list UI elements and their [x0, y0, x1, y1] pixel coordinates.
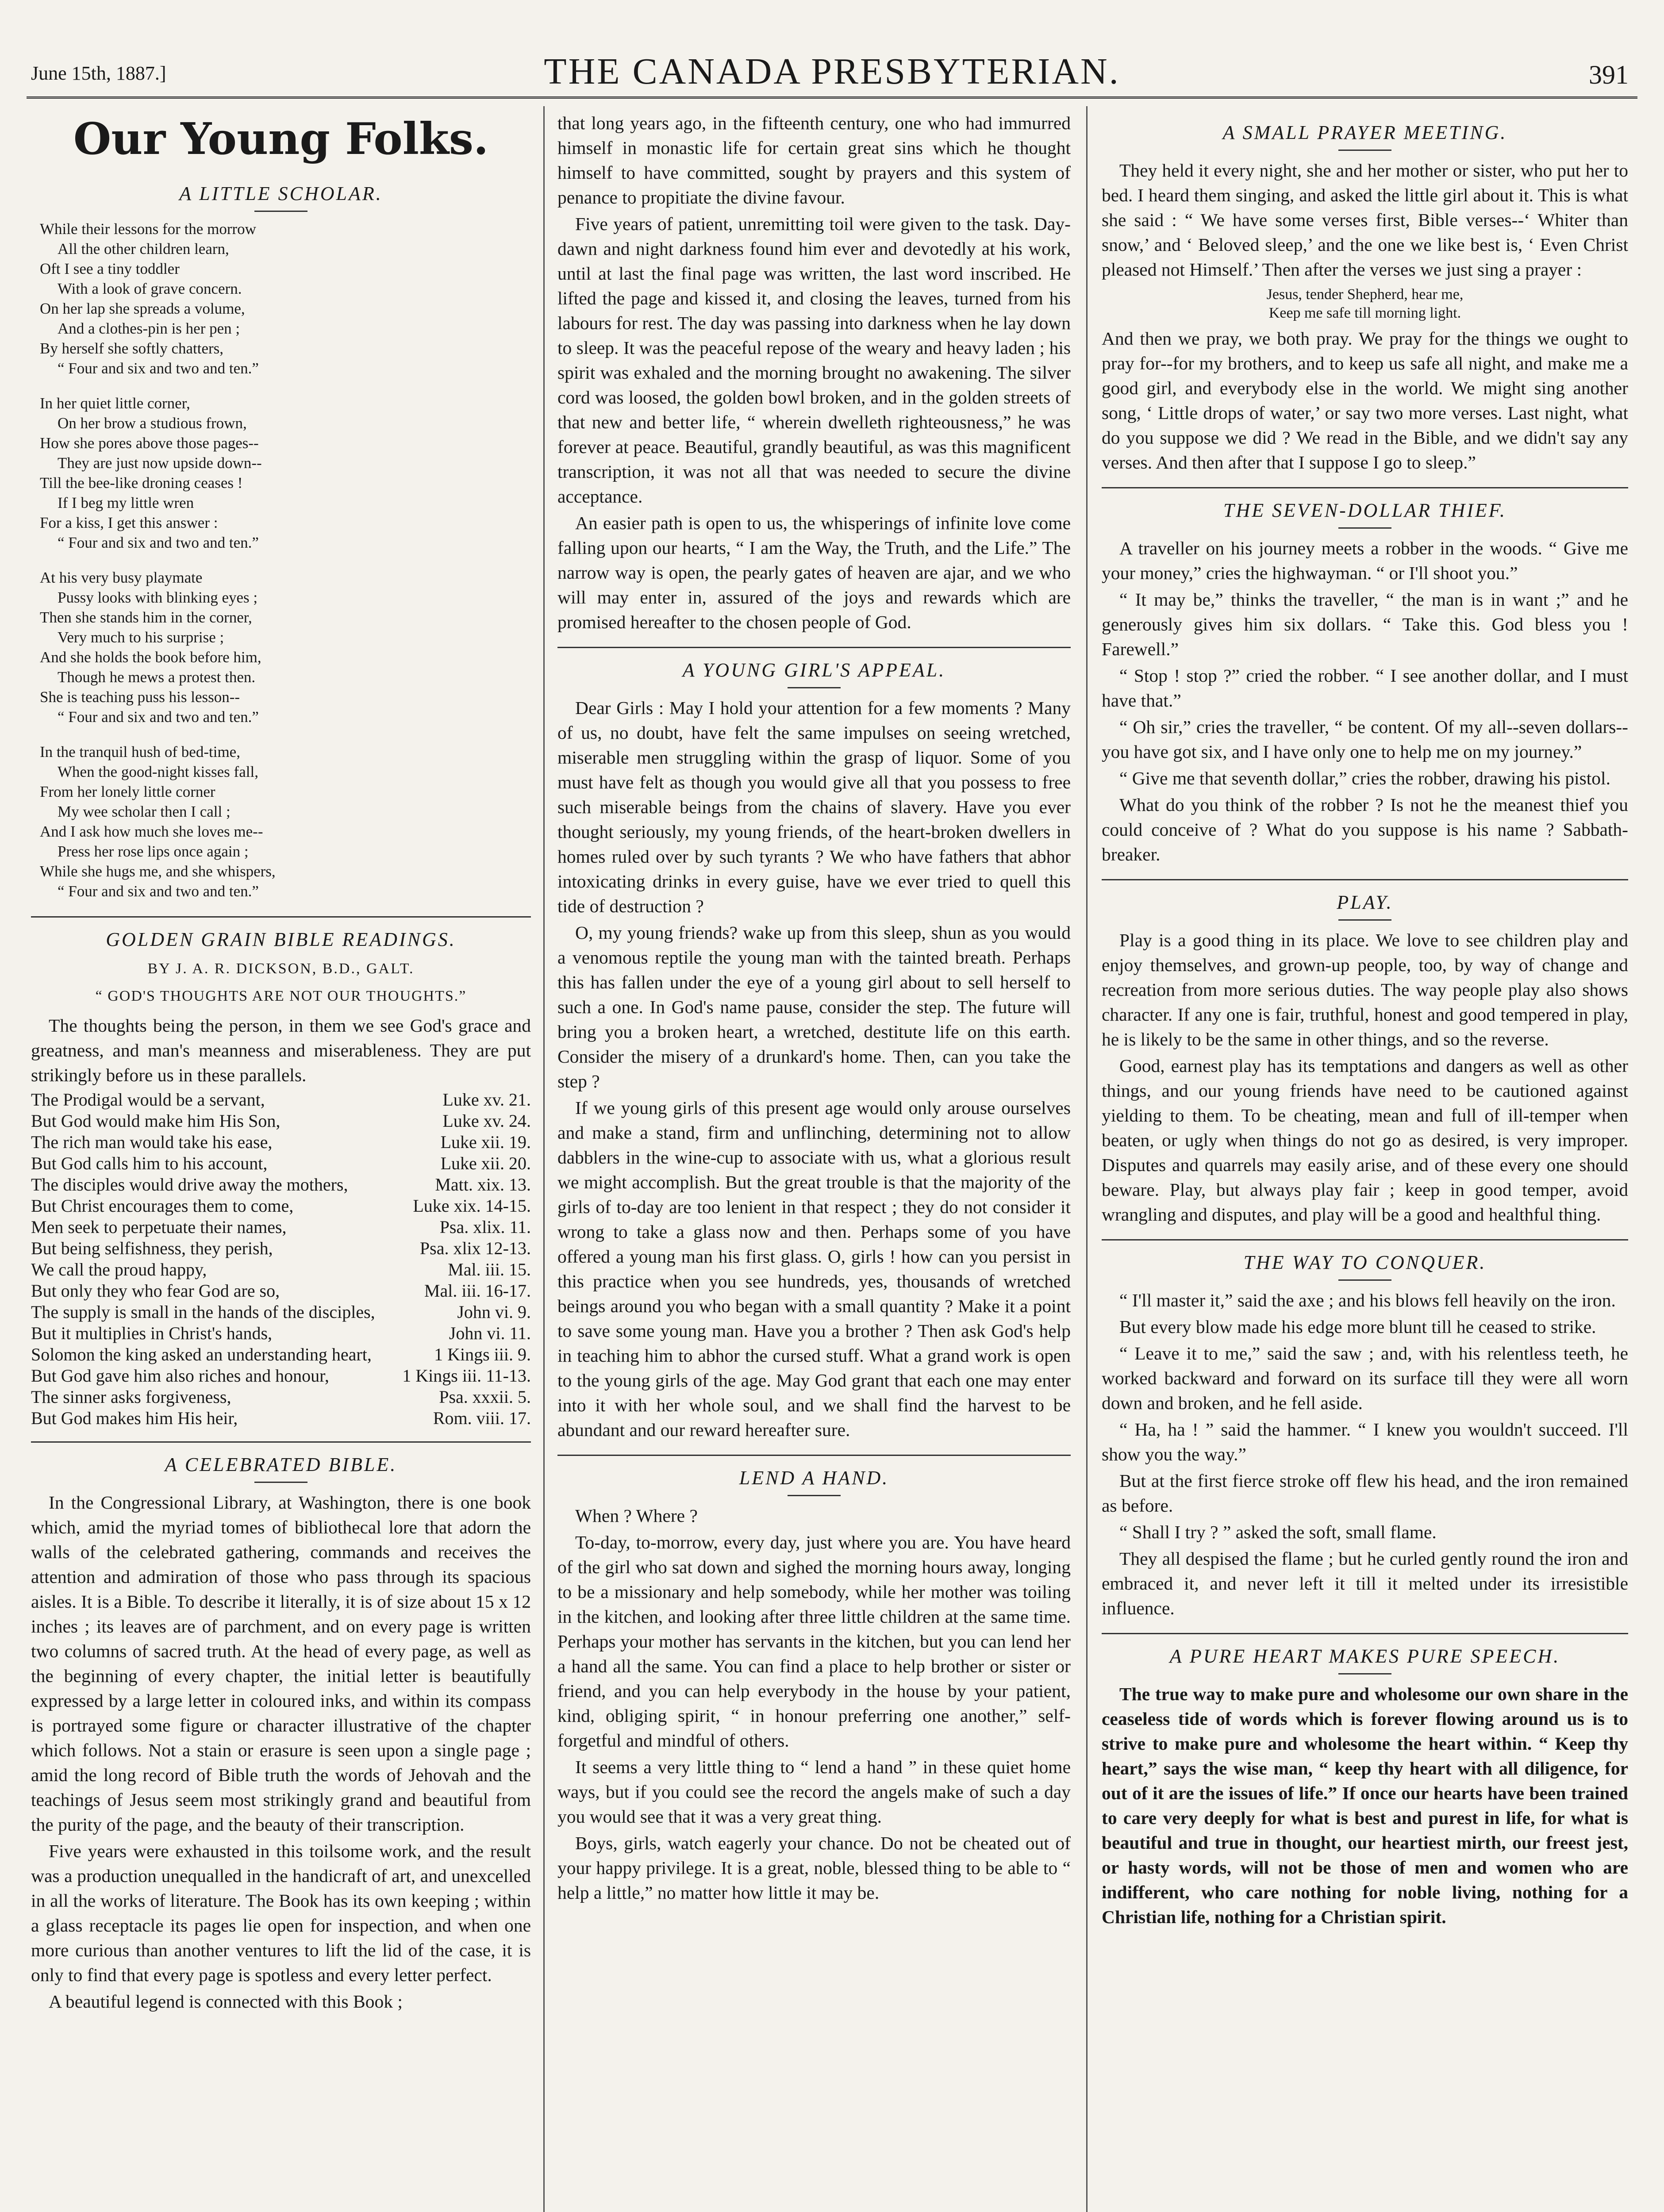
- poem-line: “ Four and six and two and ten.”: [58, 708, 259, 726]
- poem-line: All the other children learn,: [58, 240, 229, 257]
- article-separator: [557, 1455, 1071, 1456]
- poem-line: While their lessons for the morrow: [40, 220, 256, 238]
- paragraph: Boys, girls, watch eagerly your chance. Do not be cheated out of your happy privilege. It is a great, noble, blessed thing to be able to “ help a little,” no matter how little it may be.: [557, 1833, 1071, 1903]
- paragraph: Good, earnest play has its temptations and dangers as well as other things, and our young friends have need to be cautioned against yielding to them. To be cheating, mean and full of ill-temper when beaten, or ugly when things do not go as desired, is very improper. Disputes and quarrels may easily arise, and of these every one should beware. Play, but always play fair ; keep in good temper, avoid wrangling and disputes, and play will be a good and healthful thing.: [1102, 1056, 1628, 1225]
- table-row: [31, 1344, 531, 1365]
- article-separator: [557, 647, 1071, 648]
- article-title: THE WAY TO CONQUER.: [1243, 1252, 1487, 1273]
- table-row: [31, 1195, 531, 1217]
- parallel-text: But God gave him also riches and honour,: [31, 1366, 329, 1386]
- table-row: [31, 1238, 531, 1259]
- article-title: A SMALL PRAYER MEETING.: [1222, 122, 1507, 143]
- poem-stanza: [40, 568, 531, 727]
- table-row: [31, 1386, 531, 1408]
- parallel-text: The Prodigal would be a servant,: [31, 1090, 265, 1110]
- parallel-ref: 1 Kings iii. 11-13.: [402, 1366, 531, 1386]
- article-title: THE SEVEN-DOLLAR THIEF.: [1223, 499, 1506, 521]
- article-title: A LITTLE SCHOLAR.: [179, 183, 383, 204]
- parallel-text: We call the proud happy,: [31, 1260, 207, 1279]
- parallel-text: But being selfishness, they perish,: [31, 1238, 273, 1258]
- poem-line: If I beg my little wren: [58, 494, 194, 511]
- poem-line: My wee scholar then I call ;: [58, 803, 231, 820]
- table-row: [31, 1302, 531, 1323]
- paragraph: Five years were exhausted in this toilsome work, and the result was a production unequalled in the handicraft of art, and unexcelled in all the works of literature. The Book has its own keeping ; within a glass receptacle its pages lie open for inspection, and when one more curious than another ventures to lift the lid of the case, it is only to find that every page is spotless and every letter perfect.: [31, 1841, 531, 1985]
- title-rule: [788, 1495, 841, 1496]
- poem-line: On her lap she spreads a volume,: [40, 300, 245, 317]
- poem-line: When the good-night kisses fall,: [58, 763, 258, 780]
- article-title: GOLDEN GRAIN BIBLE READINGS.: [106, 929, 456, 950]
- table-row: [31, 1217, 531, 1238]
- parallel-ref: John vi. 11.: [449, 1323, 531, 1343]
- paragraph: Dear Girls : May I hold your attention for a few moments ? Many of us, no doubt, have felt the same impulses on seeing wretched, miserable men struggling within the grasp of liquor. Some of you must have felt as though you would give all that you possess to free such miserable beings from the chains of slavery. Have you ever thought seriously, my young friends, of the heart-broken dwellers in homes ruled over by such tyrants ? We who have fathers that abhor intoxicating drinks in every guise, have we ever tried to quell this tide of destruction ?: [557, 698, 1071, 916]
- article-title: A CELEBRATED BIBLE.: [165, 1454, 397, 1475]
- paragraph: In the Congressional Library, at Washington, there is one book which, amid the myriad tomes of bibliothecal lore that adorn the walls of the celebrated gathering, commands and receives the attention and admiration of those who pass through its spacious aisles. It is a Bible. To describe it literally, it is of size about 15 x 12 inches ; its leaves are of parchment, and on every page is written two columns of sacred truth. At the head of every page, as well as the beginning of every chapter, the initial letter is beautifully expressed by a large letter in coloured inks, and within its compass is portrayed some figure or character illustrative of the chapter which follows. Not a stain or erasure is seen upon a single page ; amid the long record of Bible truth the words of Jehovah and the teachings of Jesus seem most strikingly grand and beautiful from the purity of the page, and the beauty of their transcription.: [31, 1492, 531, 1835]
- poem-line: From her lonely little corner: [40, 783, 215, 800]
- column-1: [31, 111, 531, 2212]
- newspaper-title: THE CANADA PRESBYTERIAN.: [544, 51, 1120, 92]
- table-row: [31, 1323, 531, 1344]
- article-separator: [1102, 1633, 1628, 1634]
- title-rule: [254, 1482, 307, 1483]
- poem-line: For a kiss, I get this answer :: [40, 514, 218, 531]
- table-row: [31, 1174, 531, 1195]
- paragraph: And then we pray, we both pray. We pray for the things we ought to pray for--for my brothers, and to keep us safe all night, and make me a good girl, and everybody else in the world. We might sing another song, ‘ Little drops of water,’ or say two more verses. Last night, what do you suppose we did ? We read in the Bible, and we didn't say any verses. And then after that I suppose I go to sleep.”: [1102, 328, 1628, 472]
- hymn-quote: [1102, 285, 1628, 323]
- poem-line: She is teaching puss his lesson--: [40, 688, 240, 706]
- poem-line: And I ask how much she loves me--: [40, 823, 263, 840]
- byline: BY J. A. R. DICKSON, B.D., GALT.: [147, 960, 415, 977]
- column-divider: [543, 106, 545, 2212]
- column-3: [1102, 111, 1628, 2212]
- parallel-text: But it multiplies in Christ's hands,: [31, 1323, 273, 1343]
- paragraph: “ I'll master it,” said the axe ; and his blows fell heavily on the iron.: [1119, 1290, 1616, 1310]
- table-row: [31, 1153, 531, 1174]
- title-rule: [788, 687, 841, 688]
- poem-line: In her quiet little corner,: [40, 395, 190, 412]
- title-rule: [1338, 150, 1391, 151]
- parallel-text: The supply is small in the hands of the disciples,: [31, 1302, 375, 1322]
- title-rule: [1338, 1673, 1391, 1674]
- poem-stanza: [40, 393, 531, 553]
- table-row: [31, 1259, 531, 1280]
- title-rule: [254, 211, 307, 212]
- article-title: A PURE HEART MAKES PURE SPEECH.: [1169, 1645, 1560, 1667]
- masthead: [27, 42, 1637, 95]
- paragraph: When ? Where ?: [575, 1505, 698, 1526]
- paragraph: But every blow made his edge more blunt till he ceased to strike.: [1119, 1317, 1596, 1337]
- parallels-table: [31, 1089, 531, 1429]
- parallel-ref: Luke xv. 24.: [442, 1111, 531, 1131]
- poem-line: They are just now upside down--: [58, 454, 262, 472]
- parallel-ref: Psa. xxxii. 5.: [439, 1387, 531, 1407]
- parallel-ref: Mal. iii. 16-17.: [424, 1281, 531, 1301]
- poem-line: Oft I see a tiny toddler: [40, 260, 180, 277]
- article-separator: [1102, 1239, 1628, 1240]
- table-row: [31, 1132, 531, 1153]
- paragraph: Play is a good thing in its place. We love to see children play and enjoy themselves, and grown-up people, too, by way of change and recreation from more serious duties. The way people play also shows character. If any one is fair, truthful, honest and good tempered in play, he is likely to be the same in other things, and so the reverse.: [1102, 930, 1628, 1049]
- paragraph: To-day, to-morrow, every day, just where you are. You have heard of the girl who sat down and sighed the morning hours away, longing to be a missionary and help somebody, while her mother was toiling in the kitchen, and looking after three little children at the same time. Perhaps your mother has servants in the kitchen, but you can lend her a hand all the same. You can find a place to help brother or sister or friend, and you can help everybody in the house by your patient, kind, obliging spirit, “ in honour preferring one another,” self-forgetful and mindful of others.: [557, 1532, 1071, 1751]
- hymn-line: Jesus, tender Shepherd, hear me,: [1266, 286, 1464, 303]
- paragraph: “ Shall I try ? ” asked the soft, small flame.: [1119, 1522, 1437, 1542]
- paragraph: What do you think of the robber ? Is not he the meanest thief you could conceive of ? What do you suppose is his name ? Sabbath-breaker.: [1102, 795, 1628, 864]
- paragraph: A beautiful legend is connected with this Book ;: [49, 1991, 403, 2012]
- parallel-text: Men seek to perpetuate their names,: [31, 1217, 287, 1237]
- title-rule: [1338, 1279, 1391, 1281]
- poem-stanza: [40, 742, 531, 901]
- parallel-text: But God would make him His Son,: [31, 1111, 281, 1131]
- parallel-ref: Luke xii. 19.: [440, 1132, 531, 1152]
- paragraph: “ Stop ! stop ?” cried the robber. “ I see another dollar, and I must have that.”: [1102, 665, 1628, 710]
- parallel-ref: John vi. 9.: [457, 1302, 531, 1322]
- paragraph: “ It may be,” thinks the traveller, “ the man is in want ;” and he generously gives him six dollars. “ Take this. God bless you ! Farewell.”: [1102, 589, 1628, 659]
- title-rule: [1338, 527, 1391, 529]
- parallel-text: But Christ encourages them to come,: [31, 1196, 294, 1216]
- paragraph: An easier path is open to us, the whisperings of infinite love come falling upon our hearts, “ I am the Way, the Truth, and the Life.” The narrow way is open, the pearly gates of heaven are ajar, and we who will may enter in, assured of the joys and rewards which are promised hereafter to the chosen people of God.: [557, 513, 1071, 632]
- poem-line: While she hugs me, and she whispers,: [40, 863, 276, 880]
- poem-line: In the tranquil hush of bed-time,: [40, 743, 240, 760]
- paragraph: “ Leave it to me,” said the saw ; and, with his relentless teeth, he worked backward and forward on its surface till they were all worn down and broken, and he fell aside.: [1102, 1343, 1628, 1413]
- paragraph: “ Give me that seventh dollar,” cries the robber, drawing his pistol.: [1119, 768, 1610, 788]
- page-number: 391: [1589, 60, 1629, 89]
- parallel-ref: Psa. xlix. 11.: [439, 1217, 531, 1237]
- parallel-ref: Psa. xlix 12-13.: [419, 1238, 531, 1258]
- paragraph: “ Ha, ha ! ” said the hammer. “ I knew you wouldn't succeed. I'll show you the way.”: [1102, 1419, 1628, 1464]
- article-motto: “ GOD'S THOUGHTS ARE NOT OUR THOUGHTS.”: [95, 988, 467, 1004]
- poem-line: At his very busy playmate: [40, 569, 203, 586]
- poem-line: And a clothes-pin is her pen ;: [58, 320, 240, 337]
- paragraph: They all despised the flame ; but he curled gently round the iron and embraced it, and never left it till it melted under its irresistible influence.: [1102, 1548, 1628, 1618]
- table-row: [31, 1365, 531, 1386]
- paragraph: that long years ago, in the fifteenth century, one who had immurred himself in monastic life for certain great sins which he thought himself to have committed, sought by prayers and this system of penance to propitiate the divine favour.: [557, 113, 1071, 207]
- article-title: PLAY.: [1337, 891, 1393, 913]
- paragraph: But at the first fierce stroke off flew his head, and the iron remained as before.: [1102, 1471, 1628, 1516]
- section-heading: Our Young Folks.: [73, 114, 489, 165]
- hymn-line: Keep me safe till morning light.: [1268, 305, 1461, 321]
- poem-line: Though he mews a protest then.: [58, 668, 256, 686]
- parallel-text: But God makes him His heir,: [31, 1408, 238, 1428]
- parallel-text: But only they who fear God are so,: [31, 1281, 280, 1301]
- parallel-ref: Rom. viii. 17.: [433, 1408, 531, 1428]
- article-separator: [31, 916, 531, 918]
- parallel-ref: Luke xix. 14-15.: [413, 1196, 531, 1216]
- column-divider: [1086, 106, 1088, 2212]
- paragraph: A traveller on his journey meets a robber in the woods. “ Give me your money,” cries the highwayman. “ or I'll shoot you.”: [1102, 538, 1628, 583]
- parallel-ref: Matt. xix. 13.: [435, 1175, 531, 1194]
- parallel-text: The disciples would drive away the mothers,: [31, 1175, 348, 1194]
- article-separator: [1102, 487, 1628, 488]
- poem-stanza: [40, 219, 531, 378]
- paragraph: O, my young friends? wake up from this sleep, shun as you would a venomous reptile the young man with the tainted breath. Perhaps this has fallen under the eye of a young girl about to sell herself to such a one. In God's name pause, consider the step. The future will bring you a broken heart, a wretched, destitute life on this earth. Consider the misery of a drunkard's home. Then, can you take the step ?: [557, 922, 1071, 1091]
- parallel-ref: Mal. iii. 15.: [448, 1260, 531, 1279]
- poem-line: With a look of grave concern.: [58, 280, 242, 297]
- paragraph: The thoughts being the person, in them we see God's grace and greatness, and man's meanness and miserableness. They are put strikingly before us in these parallels.: [31, 1015, 531, 1085]
- parallel-text: But God calls him to his account,: [31, 1153, 268, 1173]
- paragraph: If we young girls of this present age would only arouse ourselves and make a stand, firm and unflinching, determining not to allow dabblers in the wine-cup to associate with us, what a glorious result we might accomplish. But the great trouble is that the majority of the girls of to-day are too lenient in that respect ; they do not consider it wrong to take a glass now and then. Perhaps some of you have offered a young man his first glass. O, girls ! how can you persist in this practice when you see hundreds, yes, thousands of wretched beings around you who began with a small quantity ? Make it a point to save some young man. Have you a brother ? Then ask God's help in teaching him to abhor the cursed stuff. What a grand work is open to the young girls of the age. May God grant that each one may enter into it with her whole soul, and we shall find the harvest to be abundant and our reward hereafter sure.: [557, 1098, 1071, 1440]
- paragraph: Five years of patient, unremitting toil were given to the task. Day-dawn and night darkness found him ever and devotedly at his work, until at last the final page was written, the last word inscribed. He lifted the page and kissed it, and closing the leaves, turned from his labours for rest. The day was passing into darkness when he lay down to sleep. It was the peaceful repose of the weary and heavy laden ; his spirit was exhaled and the morning brought no awakening. The silver cord was loosed, the golden bowl broken, and in the golden streets of that new and better life, “ wherein dwelleth righteousness,” he was forever at peace. Beautiful, grandly beautiful, as was this magnificent transcription, it was not all that was needed to secure the divine acceptance.: [557, 214, 1071, 507]
- poem-line: On her brow a studious frown,: [58, 415, 247, 432]
- issue-date: June 15th, 1887.]: [31, 62, 166, 84]
- poem-line: “ Four and six and two and ten.”: [58, 534, 259, 551]
- parallel-ref: Luke xv. 21.: [442, 1090, 531, 1110]
- poem-line: Then she stands him in the corner,: [40, 609, 252, 626]
- article-separator: [1102, 879, 1628, 880]
- poem-line: And she holds the book before him,: [40, 649, 261, 666]
- poem-line: Pussy looks with blinking eyes ;: [58, 589, 258, 606]
- parallel-ref: Luke xii. 20.: [440, 1153, 531, 1173]
- table-row: [31, 1110, 531, 1132]
- article-title: A YOUNG GIRL'S APPEAL.: [682, 659, 946, 681]
- paragraph: It seems a very little thing to “ lend a hand ” in these quiet home ways, but if you could see the record the angels make of such a day you would see that it was a very great thing.: [557, 1757, 1071, 1827]
- paragraph: They held it every night, she and her mother or sister, who put her to bed. I heard them singing, and asked the little girl about it. This is what she said : “ We have some verses first, Bible verses--‘ Whiter than snow,’ and ‘ Beloved sleep,’ and the one we like best is, ‘ Even Christ pleased not Himself.’ Then after the verses we just sing a prayer :: [1102, 160, 1628, 280]
- parallel-text: Solomon the king asked an understanding heart,: [31, 1344, 372, 1364]
- poem-line: Very much to his surprise ;: [58, 629, 224, 646]
- column-2: [557, 111, 1071, 2212]
- poem-line: How she pores above those pages--: [40, 434, 259, 452]
- paragraph: The true way to make pure and wholesome our own share in the ceaseless tide of words which is forever flowing around us is to strive to make pure and wholesome the heart within. “ Keep thy heart,” says the wise man, “ keep thy heart with all diligence, for out of it are the issues of life.” If once our hearts have been trained to care very deeply for what is best and purest in life, for what is beautiful and true in thought, our heartiest mirth, our freest jest, or hasty words, will not be those of men and women who are indifferent, who care nothing for noble living, nothing for a Christian life, nothing for a Christian spirit.: [1102, 1684, 1628, 1927]
- poem: [40, 219, 531, 901]
- poem-line: Till the bee-like droning ceases !: [40, 474, 243, 492]
- poem-line: “ Four and six and two and ten.”: [58, 360, 259, 377]
- article-separator: [31, 1441, 531, 1443]
- table-row: [31, 1089, 531, 1110]
- title-rule: [1338, 919, 1391, 921]
- parallel-text: The sinner asks forgiveness,: [31, 1387, 231, 1407]
- table-row: [31, 1280, 531, 1302]
- poem-line: Press her rose lips once again ;: [58, 843, 249, 860]
- poem-line: “ Four and six and two and ten.”: [58, 883, 259, 900]
- parallel-ref: 1 Kings iii. 9.: [434, 1344, 531, 1364]
- parallel-text: The rich man would take his ease,: [31, 1132, 273, 1152]
- paragraph: “ Oh sir,” cries the traveller, “ be content. Of my all--seven dollars--you have got six, and I have only one to help me on my journey.”: [1102, 717, 1628, 762]
- poem-line: By herself she softly chatters,: [40, 340, 224, 357]
- article-title: LEND A HAND.: [739, 1467, 889, 1489]
- table-row: [31, 1408, 531, 1429]
- masthead-rule: [27, 96, 1637, 99]
